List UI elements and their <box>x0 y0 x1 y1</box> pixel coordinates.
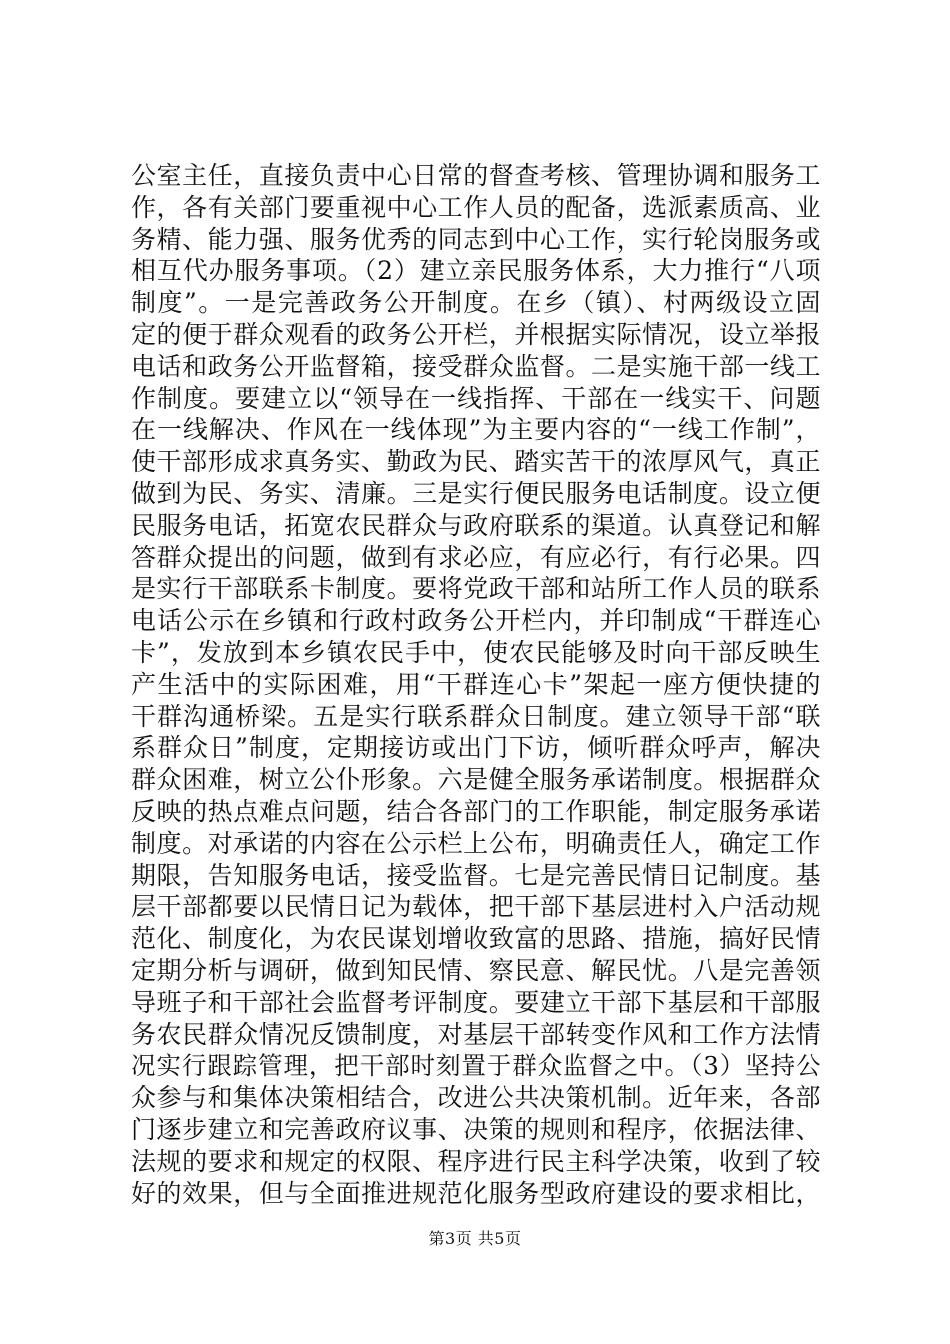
text-line: 产生活中的实际困难，用“干群连心卡”架起一座方便快捷的 <box>131 669 821 699</box>
text-line: 范化、制度化，为农民谋划增收致富的思路、措施，搞好民情 <box>131 924 821 954</box>
text-line: 群众困难，树立公仆形象。六是健全服务承诺制度。根据群众 <box>131 765 821 795</box>
text-line: 法规的要求和规定的权限、程序进行民主科学决策，收到了较 <box>131 1146 821 1176</box>
text-line: 务农民群众情况反馈制度，对基层干部转变作风和工作方法情 <box>131 1019 821 1049</box>
text-line: 相互代办服务事项。（2）建立亲民服务体系，大力推行“八项 <box>131 256 821 286</box>
text-line: 使干部形成求真务实、勤政为民、踏实苦干的浓厚风气，真正 <box>131 447 821 477</box>
text-line: 系群众日”制度，定期接访或出门下访，倾听群众呼声，解决 <box>131 733 821 763</box>
body-text <box>131 160 821 1209</box>
text-line: 电话和政务公开监督箱，接受群众监督。二是实施干部一线工 <box>131 351 821 381</box>
text-line: 定的便于群众观看的政务公开栏，并根据实际情况，设立举报 <box>131 319 821 349</box>
text-line: 层干部都要以民情日记为载体，把干部下基层进村入户活动规 <box>131 892 821 922</box>
page-footer: 第3页 共5页 <box>428 1229 522 1248</box>
text-line: 答群众提出的问题，做到有求必应，有应必行，有行必果。四 <box>131 542 821 572</box>
text-line: 导班子和干部社会监督考评制度。要建立干部下基层和干部服 <box>131 987 821 1017</box>
text-line: 制度。对承诺的内容在公示栏上公布，明确责任人，确定工作 <box>131 828 821 858</box>
text-line: 期限，告知服务电话，接受监督。七是完善民情日记制度。基 <box>131 860 821 890</box>
text-line: 反映的热点难点问题，结合各部门的工作职能，制定服务承诺 <box>131 796 821 826</box>
text-line: 况实行跟踪管理，把干部时刻置于群众监督之中。（3）坚持公 <box>131 1051 821 1081</box>
text-line: 众参与和集体决策相结合，改进公共决策机制。近年来，各部 <box>131 1083 821 1113</box>
text-line: 在一线解决、作风在一线体现”为主要内容的“一线工作制”， <box>131 415 821 445</box>
text-line: 定期分析与调研，做到知民情、察民意、解民忧。八是完善领 <box>131 955 821 985</box>
text-line: 是实行干部联系卡制度。要将党政干部和站所工作人员的联系 <box>131 574 821 604</box>
text-line: 公室主任，直接负责中心日常的督查考核、管理协调和服务工 <box>131 161 821 190</box>
text-line: 门逐步建立和完善政府议事、决策的规则和程序，依据法律、 <box>131 1114 821 1144</box>
text-line: 制度”。一是完善政务公开制度。在乡（镇）、村两级设立固 <box>131 288 821 318</box>
text-line: 好的效果，但与全面推进规范化服务型政府建设的要求相比， <box>131 1178 821 1208</box>
text-line: 干群沟通桥梁。五是实行联系群众日制度。建立领导干部“联 <box>131 701 821 731</box>
text-line: 务精、能力强、服务优秀的同志到中心工作，实行轮岗服务或 <box>131 224 821 254</box>
text-line: 电话公示在乡镇和行政村政务公开栏内，并印制成“干群连心 <box>131 606 821 636</box>
text-line: 做到为民、务实、清廉。三是实行便民服务电话制度。设立便 <box>131 478 821 508</box>
text-line: 作制度。要建立以“领导在一线指挥、干部在一线实干、问题 <box>131 383 821 413</box>
text-line: 卡”，发放到本乡镇农民手中，使农民能够及时向干部反映生 <box>131 637 821 667</box>
text-line: 作，各有关部门要重视中心工作人员的配备，选派素质高、业 <box>131 192 821 222</box>
text-line: 民服务电话，拓宽农民群众与政府联系的渠道。认真登记和解 <box>131 510 821 540</box>
